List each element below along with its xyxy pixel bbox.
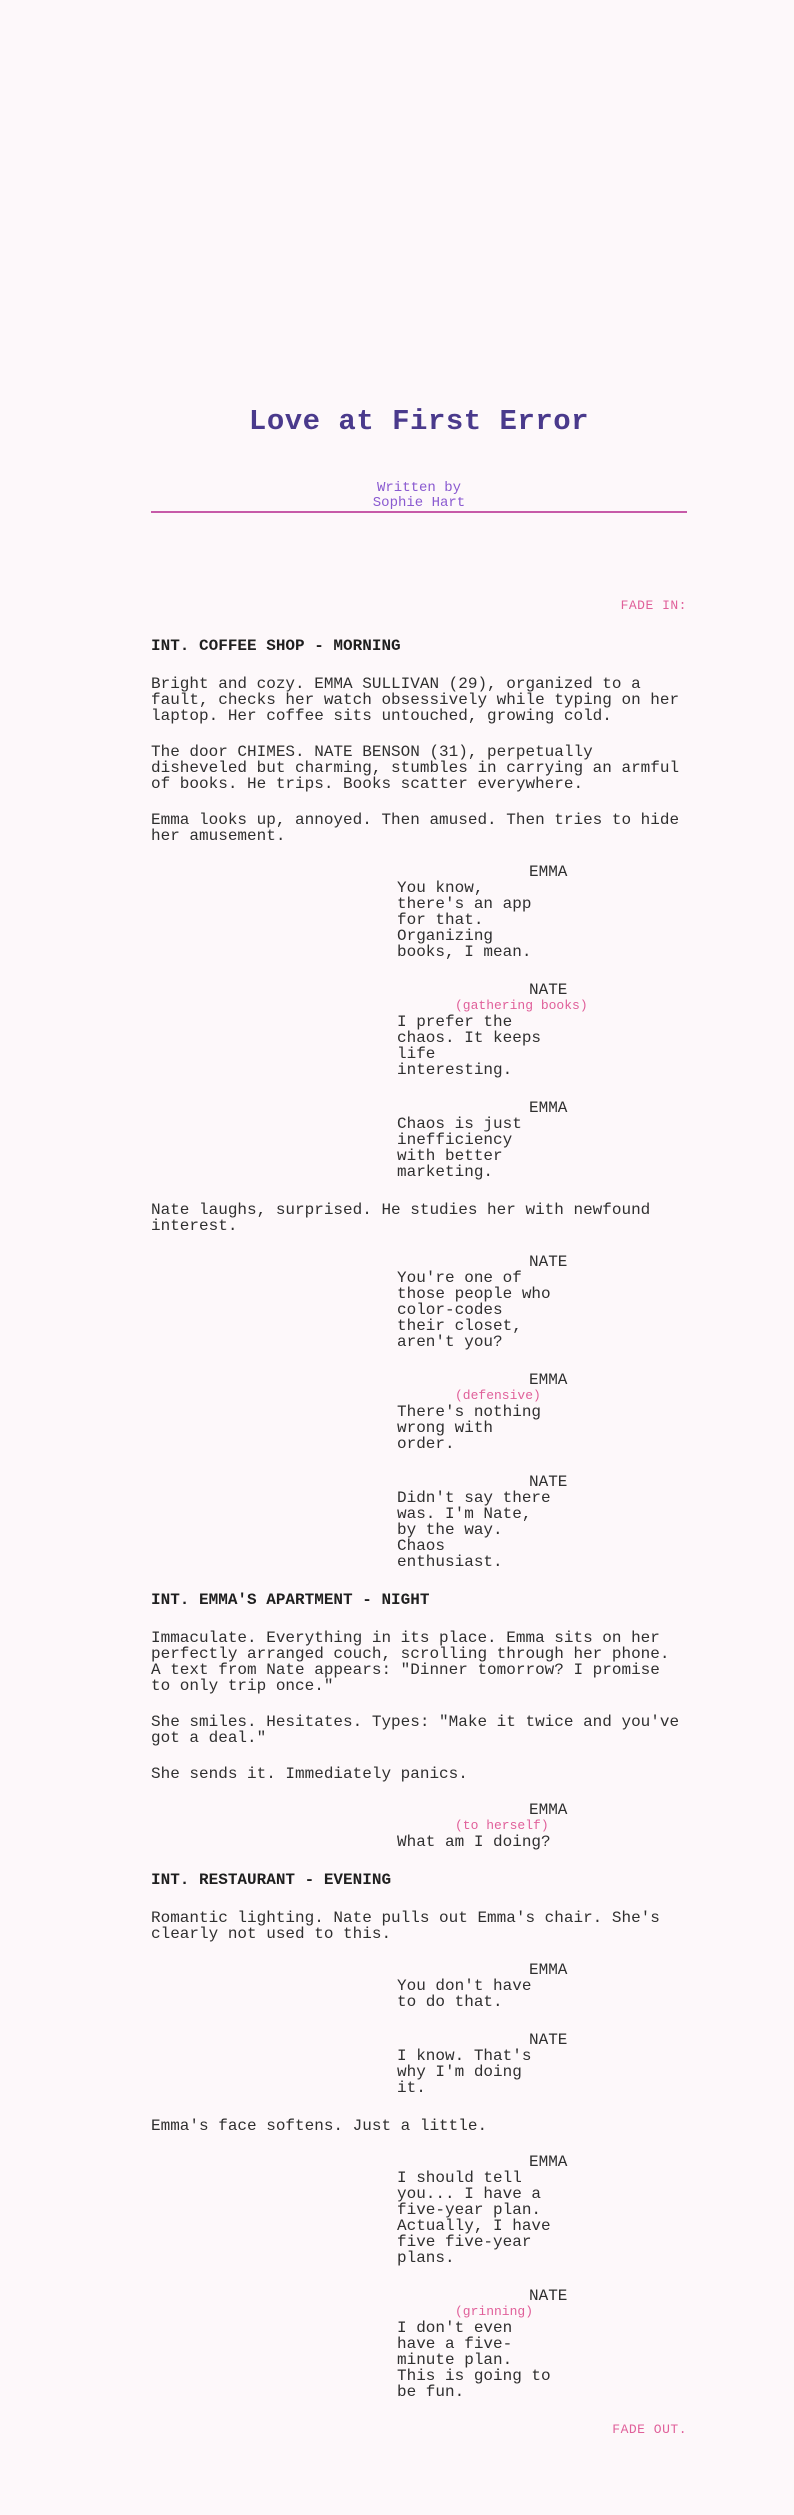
- dialogue-block: [151, 2288, 687, 2400]
- action-line: She sends it. Immediately panics.: [151, 1765, 468, 1783]
- title-divider: [151, 511, 687, 513]
- dialogue-block: [151, 2032, 687, 2096]
- scene-heading: INT. COFFEE SHOP - MORNING: [151, 637, 401, 655]
- title-block: [151, 405, 687, 439]
- dialogue-text: You know, there's an app for that. Organizing books, I mean.: [397, 879, 532, 961]
- dialogue-text: Chaos is just inefficiency with better marketing.: [397, 1115, 522, 1181]
- character-name: EMMA: [529, 1371, 568, 1389]
- dialogue-block: [151, 1474, 687, 1570]
- dialogue-block: [151, 1802, 687, 1850]
- dialogue-block: [151, 864, 687, 960]
- dialogue-text: I prefer the chaos. It keeps life interesting.: [397, 1013, 542, 1079]
- character-name: NATE: [529, 2287, 568, 2305]
- character-name: EMMA: [529, 1961, 568, 1979]
- author-name: Sophie Hart: [372, 495, 466, 511]
- written-by-label: Written by: [376, 480, 461, 496]
- dialogue-text: I should tell you... I have a five-year plan. Actually, I have five five-year plans.: [397, 2169, 551, 2267]
- action-line: Immaculate. Everything in its place. Emma sits on her perfectly arranged couch, scrolling through her phone. A text from Nate appears: "Dinner tomorrow? I promise to only trip once.": [151, 1629, 670, 1695]
- dialogue-block: [151, 2154, 687, 2266]
- dialogue-text: Didn't say there was. I'm Nate, by the way. Chaos enthusiast.: [397, 1489, 551, 1571]
- parenthetical: (to herself): [455, 1818, 549, 1833]
- character-name: NATE: [529, 1253, 568, 1271]
- character-name: EMMA: [529, 2153, 568, 2171]
- character-name: EMMA: [529, 863, 568, 881]
- script-body: [151, 598, 687, 2462]
- action-line: Romantic lighting. Nate pulls out Emma's chair. She's clearly not used to this.: [151, 1909, 660, 1943]
- parenthetical: (grinning): [455, 2304, 534, 2319]
- character-name: EMMA: [529, 1099, 568, 1117]
- action-line: Emma's face softens. Just a little.: [151, 2117, 488, 2135]
- fade-out-transition: FADE OUT.: [612, 2422, 687, 2437]
- character-name: EMMA: [529, 1801, 568, 1819]
- character-name: NATE: [529, 981, 568, 999]
- dialogue-text: I don't even have a five-minute plan. This is going to be fun.: [397, 2319, 551, 2401]
- dialogue-block: [151, 1962, 687, 2010]
- parenthetical: (gathering books): [455, 998, 588, 1013]
- dialogue-block: [151, 1372, 687, 1452]
- screenplay-title: Love at First Error: [248, 405, 590, 438]
- byline: [151, 481, 687, 511]
- dialogue-block: [151, 982, 687, 1078]
- scenes-container: [151, 638, 687, 2400]
- character-name: NATE: [529, 2031, 568, 2049]
- dialogue-text: You're one of those people who color-codes their closet, aren't you?: [397, 1269, 551, 1351]
- action-line: Nate laughs, surprised. He studies her with newfound interest.: [151, 1201, 651, 1235]
- dialogue-text: I know. That's why I'm doing it.: [397, 2047, 532, 2097]
- action-line: The door CHIMES. NATE BENSON (31), perpetually disheveled but charming, stumbles in carrying an armful of books. He trips. Books scatter everywhere.: [151, 743, 680, 793]
- scene-heading: INT. RESTAURANT - EVENING: [151, 1871, 392, 1889]
- parenthetical: (defensive): [455, 1388, 541, 1403]
- dialogue-block: [151, 1254, 687, 1350]
- action-line: Bright and cozy. EMMA SULLIVAN (29), organized to a fault, checks her watch obsessively while typing on her laptop. Her coffee sits untouched, growing cold.: [151, 675, 680, 725]
- scene-heading: INT. EMMA'S APARTMENT - NIGHT: [151, 1591, 430, 1609]
- dialogue-text: What am I doing?: [397, 1833, 551, 1851]
- character-name: NATE: [529, 1473, 568, 1491]
- dialogue-block: [151, 1100, 687, 1180]
- action-line: She smiles. Hesitates. Types: "Make it twice and you've got a deal.": [151, 1713, 680, 1747]
- action-line: Emma looks up, annoyed. Then amused. Then tries to hide her amusement.: [151, 811, 680, 845]
- fade-in-transition: FADE IN:: [620, 598, 687, 613]
- dialogue-text: There's nothing wrong with order.: [397, 1403, 542, 1453]
- dialogue-text: You don't have to do that.: [397, 1977, 532, 2011]
